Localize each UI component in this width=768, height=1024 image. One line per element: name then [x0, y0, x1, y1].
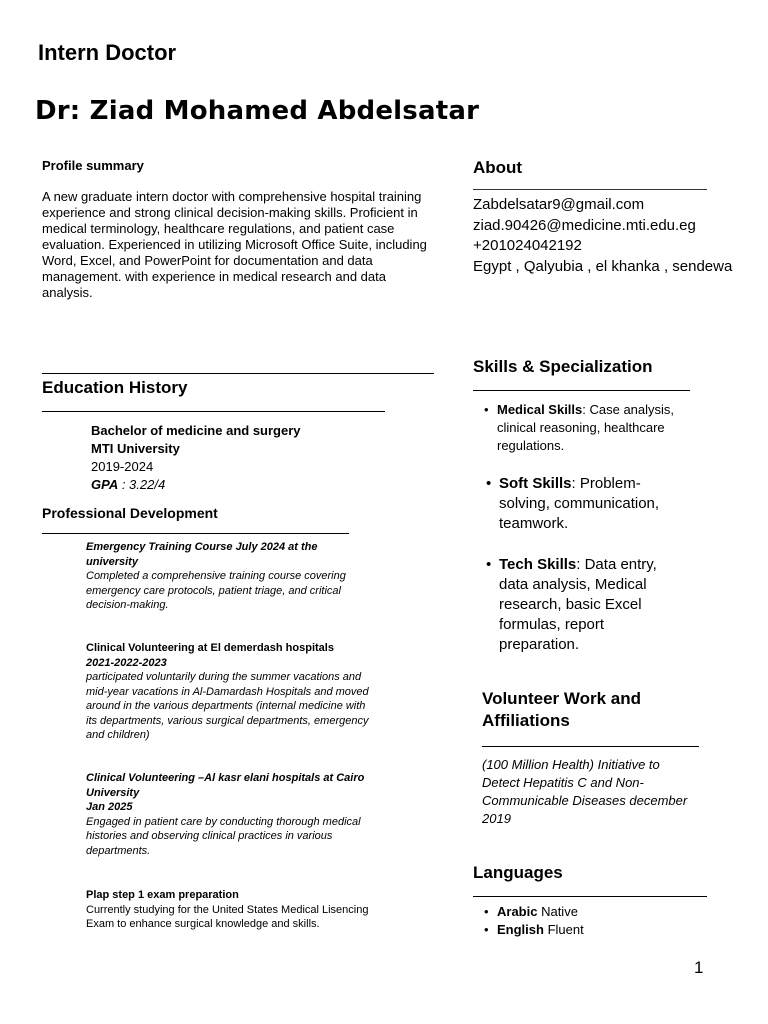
skills-list-small — [484, 401, 702, 455]
contact-details — [473, 195, 732, 277]
education-top-divider — [42, 373, 434, 374]
profile-summary-text: A new graduate intern doctor with comprehensive hospital training experience and strong clinical decision-making skills. Proficient in medical terminology, healthcare regulations, and patient case evaluation. Experienced in utilizing Microsoft Office Suite, including Word, Excel, and PowerPoint for documentation and data management. with experience in medical research and data analysis. — [42, 189, 427, 300]
gpa-label: GPA — [91, 477, 119, 492]
pd-item-emergency-training — [86, 540, 371, 613]
education-entry — [91, 422, 301, 494]
pd-item-demerdash-volunteering — [86, 641, 371, 743]
pd-item-subtitle: 2021-2022-2023 — [86, 656, 167, 669]
bullet-icon: • — [484, 904, 489, 919]
pd-item-title: Emergency Training Course July 2024 at the university — [86, 541, 318, 568]
bullet-icon: • — [486, 475, 492, 492]
volunteer-text: (100 Million Health) Initiative to Detect Hepatitis C and Non-Communicable Diseases december 2019 — [482, 757, 688, 826]
pd-item-description: Completed a comprehensive training course covering emergency care protocols, patient triage, and critical decision-making. — [86, 570, 346, 611]
pd-item-description: Currently studying for the United States Medical Lisencing Exam to enhance surgical knowledge and skills. — [86, 903, 369, 930]
pd-item-description: Engaged in patient care by conducting thorough medical histories and observing clinical practices in various departments. — [86, 815, 361, 857]
education-heading: Education History — [42, 378, 188, 397]
skills-heading: Skills & Specialization — [473, 357, 653, 376]
bullet-icon: • — [486, 556, 492, 573]
volunteer-divider — [482, 746, 699, 747]
study-years: 2019-2024 — [91, 459, 154, 474]
email-university[interactable]: ziad.90426@medicine.mti.edu.eg — [473, 216, 696, 234]
skill-text: : Case analysis, clinical reasoning, healthcare regulations. — [497, 402, 675, 453]
skills-list-soft — [486, 474, 689, 534]
bullet-icon: • — [484, 922, 489, 937]
skill-label: Tech Skills — [499, 556, 577, 573]
gpa — [91, 476, 301, 494]
pd-item-kasr-elani-volunteering — [86, 771, 371, 858]
language-item-arabic — [484, 903, 697, 921]
pd-item-title: Plap step 1 exam preparation — [86, 889, 239, 901]
university: MTI University — [91, 441, 180, 456]
email-personal[interactable]: Zabdelsatar9@gmail.com — [473, 196, 645, 213]
address: Egypt , Qalyubia , el khanka , sendewa — [473, 257, 733, 275]
pd-item-subtitle: Jan 2025 — [86, 801, 133, 813]
about-heading: About — [473, 158, 523, 177]
bullet-icon: • — [484, 402, 489, 417]
education-divider — [42, 411, 385, 412]
profile-summary-heading: Profile summary — [42, 158, 144, 173]
gpa-value: : 3.22/4 — [118, 477, 166, 492]
skill-item-tech — [486, 555, 679, 655]
language-item-english — [484, 921, 697, 939]
pd-item-description: participated voluntarily during the summer vacations and mid-year vacations in Al-Damardash Hospitals and moved around in the various departments (internal medicine with its departments, various surgical departments, emergency and children) — [86, 671, 369, 741]
language-name: English — [497, 922, 544, 937]
pd-item-title: Clinical Volunteering –Al kasr elani hospitals at Cairo University — [86, 772, 365, 799]
skill-text: : Problem-solving, communication, teamwork. — [499, 475, 660, 532]
skill-item-soft — [486, 474, 689, 534]
language-level: Native — [537, 904, 578, 919]
volunteer-heading: Volunteer Work and Affiliations — [482, 689, 642, 730]
languages-heading: Languages — [473, 863, 563, 882]
skills-list-tech — [486, 555, 679, 655]
languages-divider — [473, 896, 707, 897]
skill-item-medical — [484, 401, 702, 455]
professional-development-divider — [42, 533, 349, 534]
full-name: Dr: Ziad Mohamed Abdelsatar — [35, 96, 480, 126]
job-title: Intern Doctor — [38, 40, 177, 65]
skill-label: Medical Skills — [497, 402, 583, 417]
about-divider — [473, 189, 707, 190]
languages-list — [484, 903, 697, 939]
skill-label: Soft Skills — [499, 475, 572, 492]
degree: Bachelor of medicine and surgery — [91, 423, 301, 438]
page-number: 1 — [694, 958, 704, 977]
pd-item-title: Clinical Volunteering at El demerdash hospitals — [86, 642, 334, 654]
language-level: Fluent — [543, 922, 584, 937]
skills-divider — [473, 390, 690, 391]
skill-text: : Data entry, data analysis, Medical research, basic Excel formulas, report preparation. — [499, 556, 657, 653]
language-name: Arabic — [497, 904, 538, 919]
phone-number[interactable]: +201024042192 — [473, 237, 582, 254]
pd-item-step1-preparation — [86, 888, 371, 932]
professional-development-heading: Professional Development — [42, 505, 218, 521]
